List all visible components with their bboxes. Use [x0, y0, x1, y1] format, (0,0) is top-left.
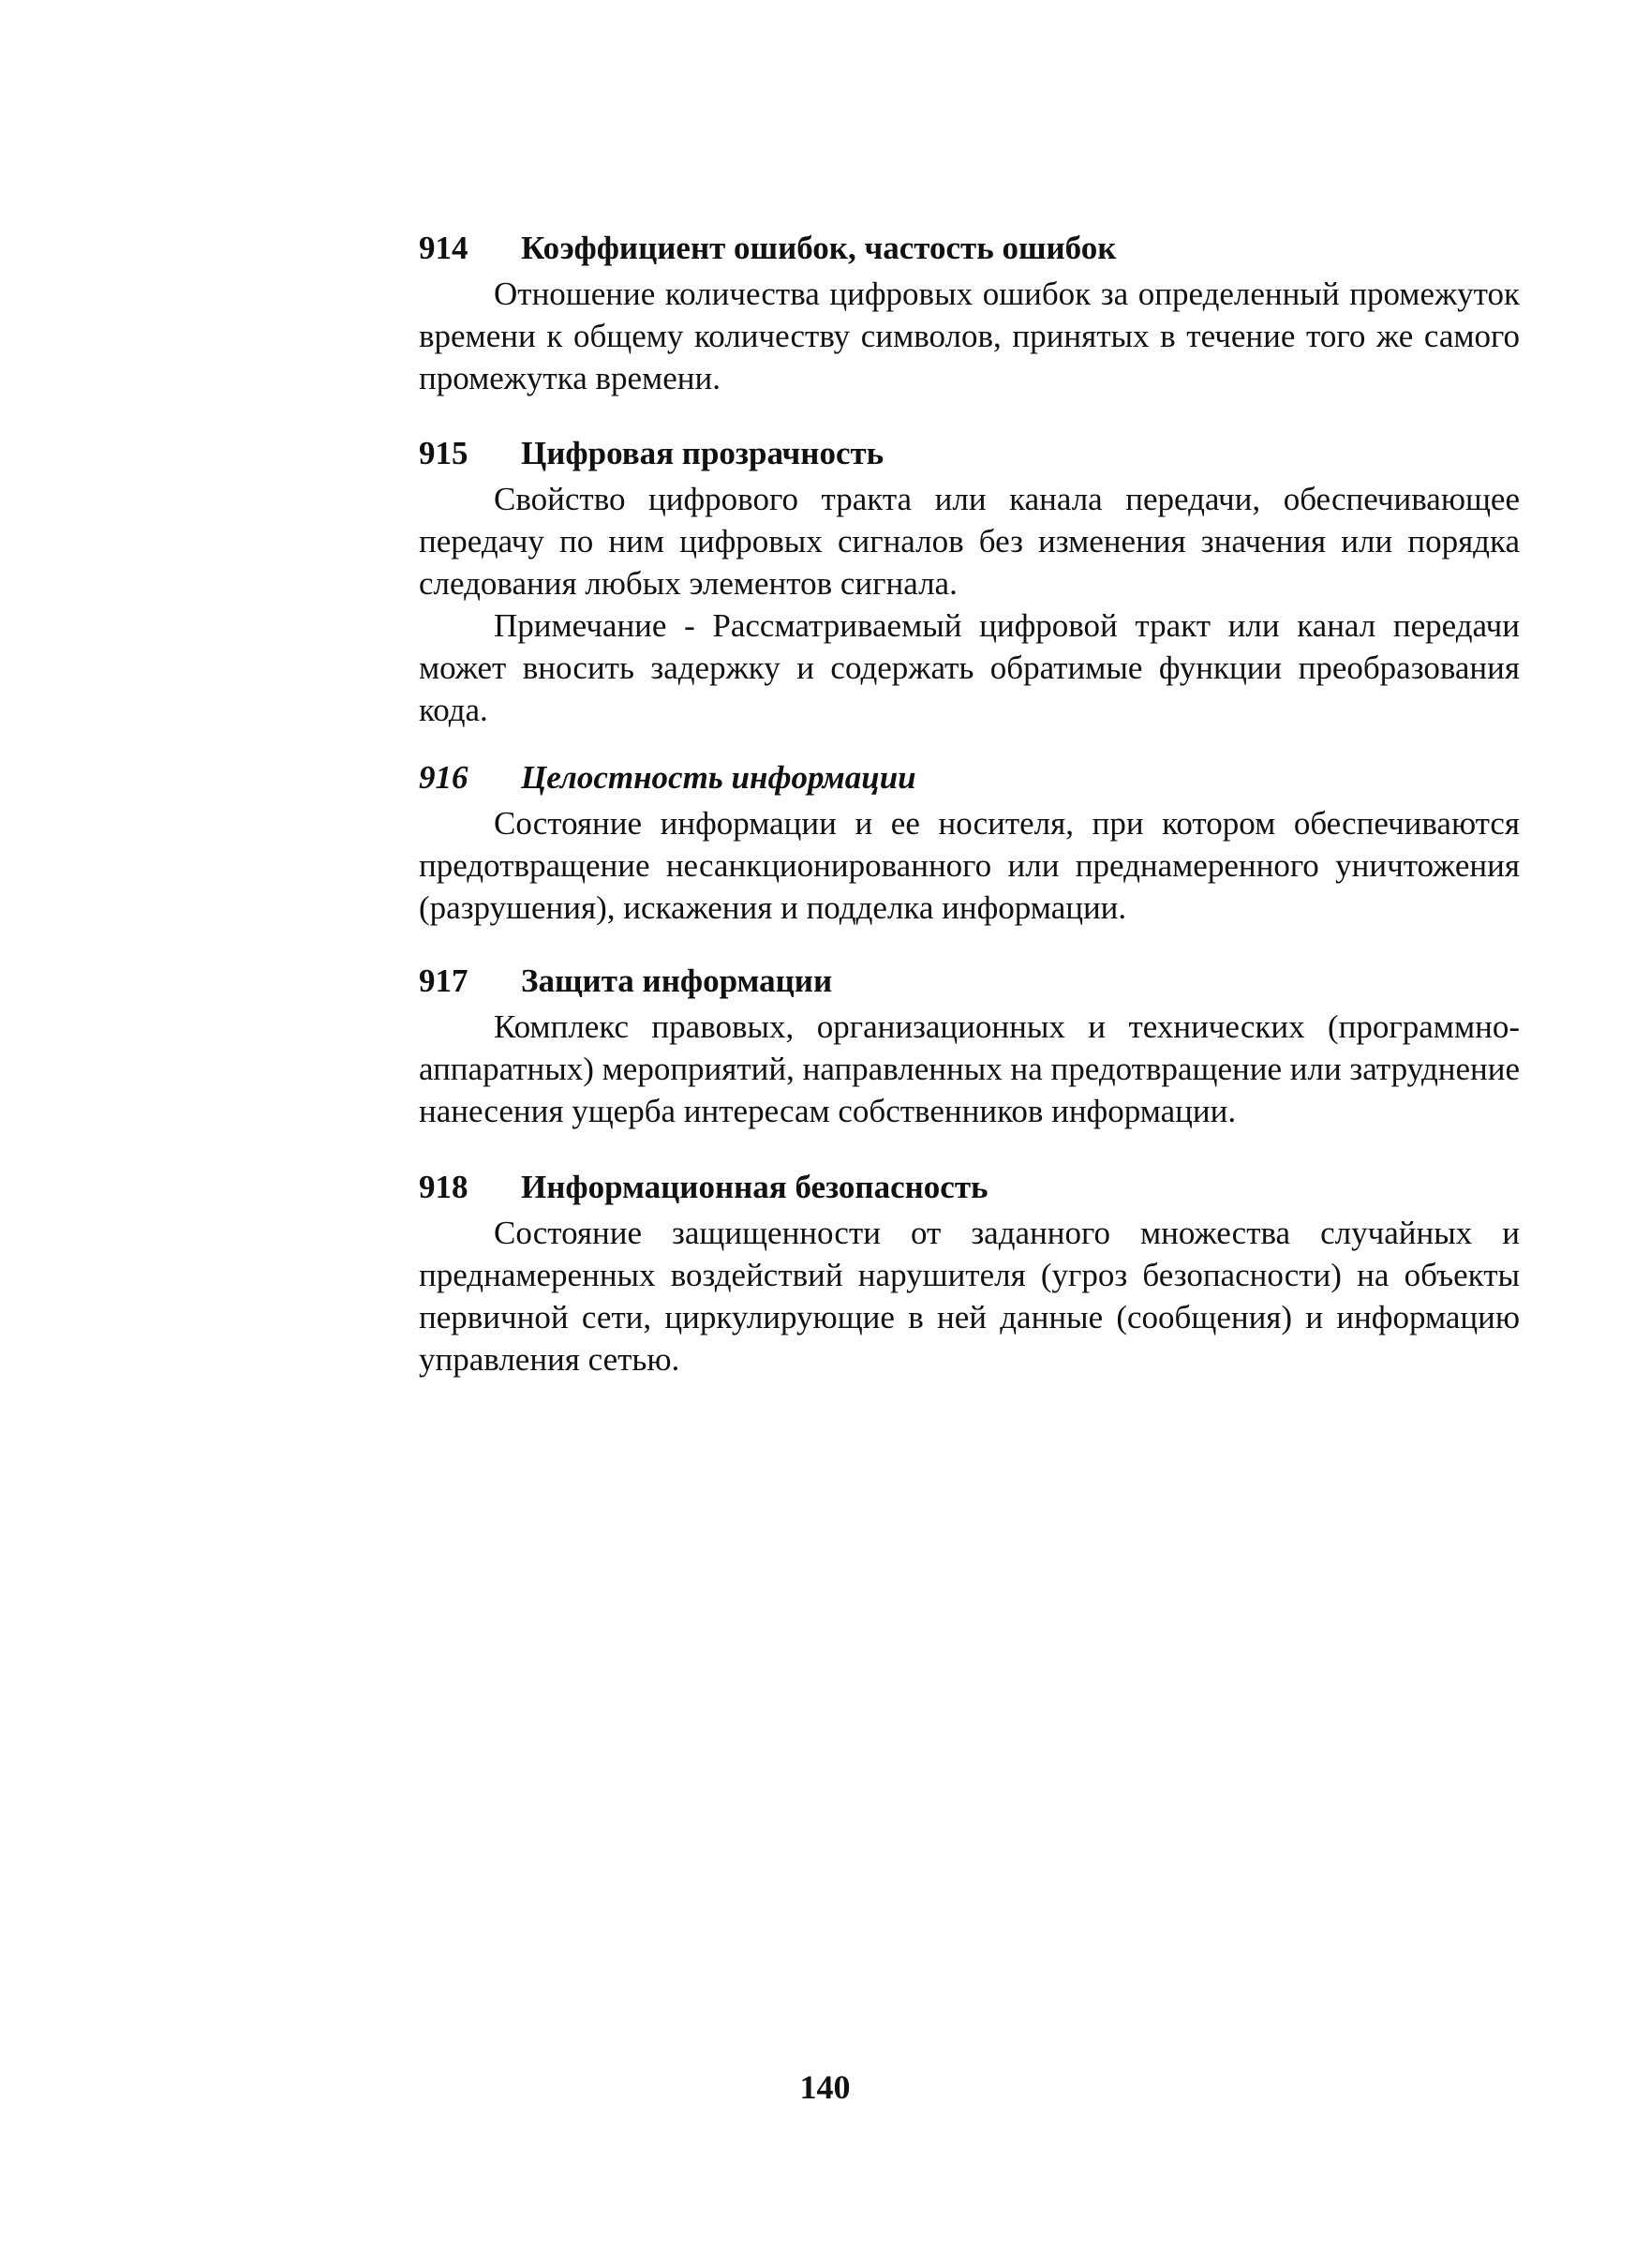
entry-definition: Комплекс правовых, организационных и технических (программно-аппаратных) мероприятий, направленных на предотвращение или затруднение нанесения ущерба интересам собственников информации.	[419, 1008, 1521, 1129]
entry-definition: Свойство цифрового тракта или канала передачи, обеспечивающее передачу по ним цифровых сигналов без изменения значения или порядка следования любых элементов сигнала.	[419, 481, 1520, 602]
page-number: 140	[799, 2068, 851, 2106]
entry-916	[419, 757, 1520, 929]
entry-917	[419, 961, 1520, 1132]
entry-definition: Состояние защищенности от заданного множества случайных и преднамеренных воздействий нарушителя (угроз безопасности) на объекты первичной сети, циркулирующие в ней данные (сообщения) и информацию управления сетью.	[419, 1215, 1520, 1378]
entry-heading	[419, 961, 1520, 1002]
entry-term: Целостность информации	[521, 759, 916, 796]
entry-heading	[419, 757, 1520, 798]
entry-definition: Состояние информации и ее носителя, при котором обеспечиваются предотвращение несанкционированного или преднамеренного уничтожения (разрушения), искажения и подделка информации.	[419, 805, 1520, 926]
entry-term: Защита информации	[521, 962, 833, 999]
entry-number: 914	[419, 230, 468, 266]
entry-definition: Отношение количества цифровых ошибок за определенный промежуток времени к общему количеству символов, принятых в течение того же самого промежутка времени.	[419, 276, 1520, 396]
entry-term: Цифровая прозрачность	[521, 435, 884, 471]
entry-heading	[419, 433, 1520, 474]
entry-number: 915	[419, 435, 468, 471]
entry-915	[419, 433, 1520, 731]
entry-heading	[419, 228, 1520, 269]
entry-note: Примечание - Рассматриваемый цифровой тракт или канал передачи может вносить задержку и содержать обратимые функции преобразования кода.	[419, 607, 1520, 728]
entry-heading	[419, 1167, 1520, 1208]
entry-number: 916	[419, 759, 468, 796]
entry-term: Информационная безопасность	[521, 1169, 989, 1205]
entry-term: Коэффициент ошибок, частость ошибок	[521, 230, 1117, 266]
entry-918	[419, 1167, 1520, 1380]
entry-number: 917	[419, 962, 468, 999]
entry-number: 918	[419, 1169, 468, 1205]
entry-914	[419, 228, 1520, 399]
